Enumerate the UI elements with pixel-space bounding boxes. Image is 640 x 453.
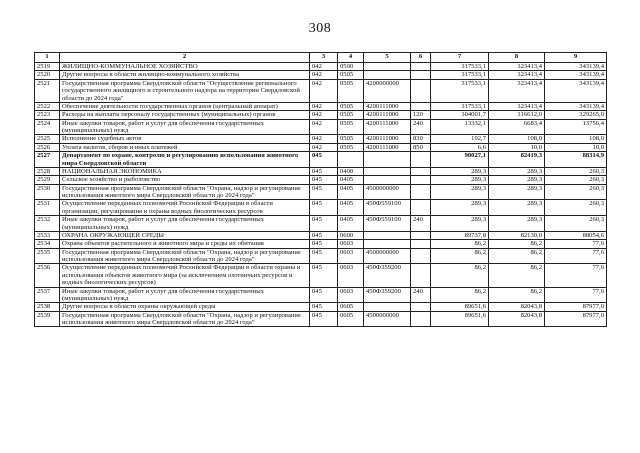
- amount-year-1: 289,3: [431, 216, 489, 232]
- ministry-code: 045: [310, 311, 338, 327]
- amount-year-1: 6,6: [431, 143, 489, 151]
- amount-year-1: 89651,6: [431, 311, 489, 327]
- row-number: 2532: [35, 216, 60, 232]
- row-number: 2537: [35, 287, 60, 303]
- table-row: [35, 143, 607, 151]
- column-header: 6: [411, 53, 431, 63]
- row-name: Уплата налогов, сборов и иных платежей: [60, 143, 310, 151]
- row-name: Охрана объектов растительного и животного мира и среды их обитания: [60, 240, 310, 248]
- section-code: 0405: [338, 216, 364, 232]
- column-header: 5: [364, 53, 411, 63]
- ministry-code: 042: [310, 102, 338, 110]
- target-article-code: [364, 240, 411, 248]
- amount-year-2: 289,3: [489, 176, 545, 184]
- row-number: 2522: [35, 102, 60, 110]
- row-name: Государственная программа Свердловской области "Охрана, надзор и регулирование использования животного мира Свердловской области до 2024 года": [60, 184, 310, 200]
- amount-year-1: 317533,1: [431, 63, 489, 71]
- expense-type-code: [411, 184, 431, 200]
- ministry-code: 045: [310, 152, 338, 168]
- row-number: 2536: [35, 264, 60, 287]
- amount-year-2: 6683,4: [489, 119, 545, 135]
- column-header: 8: [489, 53, 545, 63]
- row-name: Исполнение судебных актов: [60, 135, 310, 143]
- ministry-code: 045: [310, 287, 338, 303]
- amount-year-2: 323413,4: [489, 63, 545, 71]
- page-number: 308: [308, 21, 332, 36]
- amount-year-1: 192,7: [431, 135, 489, 143]
- target-article-code: 4500000000: [364, 248, 411, 264]
- amount-year-3: 329265,0: [545, 111, 607, 119]
- section-code: 0400: [338, 167, 364, 175]
- table-row: [35, 167, 607, 175]
- ministry-code: 045: [310, 248, 338, 264]
- column-header: 9: [545, 53, 607, 63]
- section-code: 0505: [338, 111, 364, 119]
- row-number: 2535: [35, 248, 60, 264]
- amount-year-2: 323413,4: [489, 102, 545, 110]
- amount-year-2: 82043,8: [489, 303, 545, 311]
- row-name: Осуществление переданных полномочий Российской Федерации в области организации, регулирования и охраны водных биологических ресурсов: [60, 200, 310, 216]
- amount-year-1: 13332,1: [431, 119, 489, 135]
- expense-type-code: [411, 102, 431, 110]
- target-article-code: 450Ф559100: [364, 200, 411, 216]
- table-row: [35, 248, 607, 264]
- ministry-code: 042: [310, 79, 338, 102]
- table-row: [35, 231, 607, 239]
- row-number: 2531: [35, 200, 60, 216]
- amount-year-2: 289,3: [489, 216, 545, 232]
- amount-year-2: 10,0: [489, 143, 545, 151]
- section-code: 0405: [338, 184, 364, 200]
- section-code: 0505: [338, 119, 364, 135]
- expense-type-code: [411, 264, 431, 287]
- section-code: 0405: [338, 200, 364, 216]
- table-row: [35, 303, 607, 311]
- table-row: [35, 176, 607, 184]
- amount-year-3: 260,3: [545, 167, 607, 175]
- row-number: 2521: [35, 79, 60, 102]
- section-code: 0505: [338, 71, 364, 79]
- amount-year-3: 77,6: [545, 240, 607, 248]
- target-article-code: [364, 176, 411, 184]
- amount-year-1: 86,2: [431, 240, 489, 248]
- target-article-code: [364, 71, 411, 79]
- column-header: 4: [338, 53, 364, 63]
- amount-year-2: 82130,0: [489, 231, 545, 239]
- amount-year-1: 304001,7: [431, 111, 489, 119]
- amount-year-3: 87977,0: [545, 311, 607, 327]
- expense-type-code: [411, 240, 431, 248]
- amount-year-3: 13756,4: [545, 119, 607, 135]
- table-row: [35, 152, 607, 168]
- amount-year-3: 343139,4: [545, 63, 607, 71]
- expense-type-code: [411, 176, 431, 184]
- row-number: 2526: [35, 143, 60, 151]
- row-number: 2527: [35, 152, 60, 168]
- row-name: Обеспечение деятельности государственных органов (центральный аппарат): [60, 102, 310, 110]
- amount-year-2: 316612,0: [489, 111, 545, 119]
- row-name: Сельское хозяйство и рыболовство: [60, 176, 310, 184]
- amount-year-2: 82043,8: [489, 311, 545, 327]
- target-article-code: 4200111000: [364, 143, 411, 151]
- expense-type-code: 240: [411, 216, 431, 232]
- row-name: Государственная программа Свердловской области "Осуществление регионального государственного жилищного и строительного надзора на территории Свердловской области до 2024 года": [60, 79, 310, 102]
- row-name: Осуществление переданных полномочий Российской Федерации в области охраны и использования объектов животного мира (за исключением охотничьих ресурсов и водных биологических ресурсов): [60, 264, 310, 287]
- row-number: 2533: [35, 231, 60, 239]
- section-code: [338, 152, 364, 168]
- table-row: [35, 216, 607, 232]
- table-row: [35, 63, 607, 71]
- table-row: [35, 135, 607, 143]
- amount-year-2: 323413,4: [489, 79, 545, 102]
- amount-year-3: 260,3: [545, 200, 607, 216]
- table-row: [35, 240, 607, 248]
- table-body: [35, 63, 607, 327]
- amount-year-3: 260,3: [545, 176, 607, 184]
- target-article-code: 4200000000: [364, 79, 411, 102]
- row-number: 2534: [35, 240, 60, 248]
- target-article-code: [364, 167, 411, 175]
- section-code: 0505: [338, 102, 364, 110]
- ministry-code: 045: [310, 303, 338, 311]
- ministry-code: 042: [310, 135, 338, 143]
- amount-year-1: 90027,1: [431, 152, 489, 168]
- row-name: Иные закупки товаров, работ и услуг для обеспечения государственных (муниципальных) нужд: [60, 119, 310, 135]
- amount-year-2: 289,3: [489, 184, 545, 200]
- amount-year-1: 89737,8: [431, 231, 489, 239]
- target-article-code: 4200111000: [364, 111, 411, 119]
- target-article-code: 450Ф359200: [364, 264, 411, 287]
- expense-type-code: 240: [411, 287, 431, 303]
- ministry-code: 045: [310, 167, 338, 175]
- table-row: [35, 287, 607, 303]
- row-number: 2539: [35, 311, 60, 327]
- table-row: [35, 79, 607, 102]
- amount-year-3: 260,3: [545, 184, 607, 200]
- amount-year-1: 289,3: [431, 167, 489, 175]
- amount-year-1: 86,2: [431, 287, 489, 303]
- target-article-code: [364, 231, 411, 239]
- row-name: Государственная программа Свердловской области "Охрана, надзор и регулирование использования животного мира Свердловской области до 2024 года": [60, 248, 310, 264]
- row-name: ОХРАНА ОКРУЖАЮЩЕЙ СРЕДЫ: [60, 231, 310, 239]
- expense-type-code: [411, 311, 431, 327]
- table-row: [35, 119, 607, 135]
- amount-year-1: 317533,1: [431, 102, 489, 110]
- section-code: 0603: [338, 240, 364, 248]
- target-article-code: [364, 152, 411, 168]
- amount-year-1: 317533,1: [431, 79, 489, 102]
- amount-year-3: 87977,0: [545, 303, 607, 311]
- column-header: 7: [431, 53, 489, 63]
- column-header: 2: [60, 53, 310, 63]
- section-code: 0603: [338, 287, 364, 303]
- amount-year-3: 260,3: [545, 216, 607, 232]
- amount-year-1: 289,3: [431, 184, 489, 200]
- section-code: 0605: [338, 311, 364, 327]
- row-number: 2529: [35, 176, 60, 184]
- expense-type-code: [411, 303, 431, 311]
- row-name: НАЦИОНАЛЬНАЯ ЭКОНОМИКА: [60, 167, 310, 175]
- expense-type-code: 830: [411, 135, 431, 143]
- target-article-code: [364, 63, 411, 71]
- amount-year-3: 343139,4: [545, 71, 607, 79]
- row-number: 2523: [35, 111, 60, 119]
- column-header: 1: [35, 53, 60, 63]
- expense-type-code: [411, 71, 431, 79]
- ministry-code: 045: [310, 240, 338, 248]
- amount-year-3: 88314,9: [545, 152, 607, 168]
- target-article-code: 450Ф559100: [364, 216, 411, 232]
- row-name: Другие вопросы в области охраны окружающей среды: [60, 303, 310, 311]
- row-name: Другие вопросы в области жилищно-коммунального хозяйства: [60, 71, 310, 79]
- ministry-code: 045: [310, 200, 338, 216]
- ministry-code: 042: [310, 143, 338, 151]
- amount-year-2: 86,2: [489, 248, 545, 264]
- amount-year-2: 86,2: [489, 264, 545, 287]
- amount-year-3: 343139,4: [545, 102, 607, 110]
- target-article-code: 4500000000: [364, 311, 411, 327]
- expense-type-code: 850: [411, 143, 431, 151]
- amount-year-1: 89651,6: [431, 303, 489, 311]
- amount-year-1: 86,2: [431, 264, 489, 287]
- row-number: 2524: [35, 119, 60, 135]
- table-row: [35, 184, 607, 200]
- expense-type-code: 120: [411, 111, 431, 119]
- expense-type-code: [411, 200, 431, 216]
- table-row: [35, 71, 607, 79]
- target-article-code: 4200111000: [364, 119, 411, 135]
- row-name: Иные закупки товаров, работ и услуг для обеспечения государственных (муниципальных) нужд: [60, 216, 310, 232]
- amount-year-3: 343139,4: [545, 79, 607, 102]
- amount-year-2: 86,2: [489, 240, 545, 248]
- ministry-code: 045: [310, 264, 338, 287]
- table-row: [35, 311, 607, 327]
- amount-year-1: 317533,1: [431, 71, 489, 79]
- amount-year-2: 289,3: [489, 200, 545, 216]
- amount-year-1: 289,3: [431, 200, 489, 216]
- section-code: 0405: [338, 176, 364, 184]
- ministry-code: 045: [310, 231, 338, 239]
- expense-type-code: [411, 167, 431, 175]
- row-name: Департамент по охране, контролю и регулированию использования животного мира Свердловской области: [60, 152, 310, 168]
- budget-table: [34, 52, 607, 327]
- row-name: Государственная программа Свердловской области "Охрана, надзор и регулирование использования животного мира Свердловской области до 2024 года": [60, 311, 310, 327]
- amount-year-2: 86,2: [489, 287, 545, 303]
- table-row: [35, 111, 607, 119]
- table-row: [35, 102, 607, 110]
- amount-year-2: 323413,4: [489, 71, 545, 79]
- target-article-code: 450Ф359200: [364, 287, 411, 303]
- table-header-row: [35, 53, 607, 63]
- expense-type-code: 240: [411, 119, 431, 135]
- expense-type-code: [411, 231, 431, 239]
- expense-type-code: [411, 63, 431, 71]
- row-name: Иные закупки товаров, работ и услуг для обеспечения государственных (муниципальных) нужд: [60, 287, 310, 303]
- column-header: 3: [310, 53, 338, 63]
- row-number: 2538: [35, 303, 60, 311]
- ministry-code: 042: [310, 111, 338, 119]
- expense-type-code: [411, 79, 431, 102]
- section-code: 0505: [338, 143, 364, 151]
- amount-year-1: 86,2: [431, 248, 489, 264]
- amount-year-2: 108,0: [489, 135, 545, 143]
- amount-year-2: 82419,3: [489, 152, 545, 168]
- amount-year-3: 10,0: [545, 143, 607, 151]
- amount-year-1: 289,3: [431, 176, 489, 184]
- target-article-code: 4200111000: [364, 102, 411, 110]
- ministry-code: 045: [310, 216, 338, 232]
- row-number: 2519: [35, 63, 60, 71]
- amount-year-3: 77,6: [545, 287, 607, 303]
- section-code: 0505: [338, 135, 364, 143]
- amount-year-3: 88054,6: [545, 231, 607, 239]
- section-code: 0605: [338, 303, 364, 311]
- ministry-code: 045: [310, 176, 338, 184]
- ministry-code: 042: [310, 71, 338, 79]
- expense-type-code: [411, 248, 431, 264]
- ministry-code: 045: [310, 184, 338, 200]
- row-number: 2530: [35, 184, 60, 200]
- amount-year-3: 108,0: [545, 135, 607, 143]
- row-number: 2525: [35, 135, 60, 143]
- target-article-code: [364, 303, 411, 311]
- ministry-code: 042: [310, 119, 338, 135]
- target-article-code: 4500000000: [364, 184, 411, 200]
- row-name: Расходы на выплаты персоналу государственных (муниципальных) органов: [60, 111, 310, 119]
- table-row: [35, 264, 607, 287]
- section-code: 0505: [338, 79, 364, 102]
- expense-type-code: [411, 152, 431, 168]
- row-name: ЖИЛИЩНО-КОММУНАЛЬНОЕ ХОЗЯЙСТВО: [60, 63, 310, 71]
- section-code: 0500: [338, 63, 364, 71]
- row-number: 2520: [35, 71, 60, 79]
- table-row: [35, 200, 607, 216]
- amount-year-3: 77,6: [545, 264, 607, 287]
- amount-year-2: 289,3: [489, 167, 545, 175]
- section-code: 0603: [338, 264, 364, 287]
- section-code: 0603: [338, 248, 364, 264]
- amount-year-3: 77,6: [545, 248, 607, 264]
- ministry-code: 042: [310, 63, 338, 71]
- target-article-code: 4200111000: [364, 135, 411, 143]
- row-number: 2528: [35, 167, 60, 175]
- section-code: 0600: [338, 231, 364, 239]
